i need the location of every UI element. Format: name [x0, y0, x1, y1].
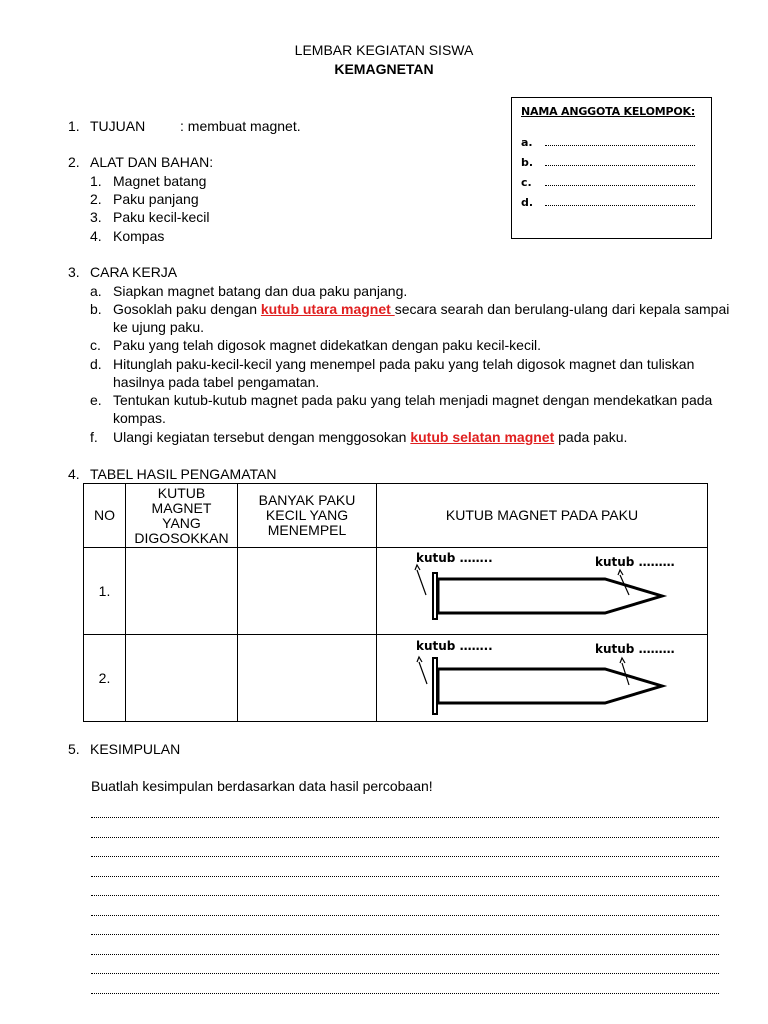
- member-row-c: c.: [521, 176, 695, 189]
- section-cara-kerja: 3. CARA KERJA: [68, 264, 178, 280]
- left-pole-label: kutub ……..: [416, 639, 493, 653]
- answer-line[interactable]: [91, 837, 719, 838]
- worksheet-title: LEMBAR KEGIATAN SISWA: [294, 42, 474, 58]
- section-alat-bahan: 2. ALAT DAN BAHAN:: [68, 154, 214, 170]
- right-pole-label: kutub ………: [595, 642, 675, 656]
- answer-line[interactable]: [91, 817, 719, 818]
- group-members-box: [511, 97, 712, 239]
- step-d: d. Hitunglah paku-kecil-kecil yang menempel pada paku yang telah digosok magnet dan tuliskan: [90, 356, 695, 372]
- answer-line[interactable]: [91, 993, 719, 994]
- step-f: f. Ulangi kegiatan tersebut dengan menggosokan kutub selatan magnet pada paku.: [90, 429, 628, 445]
- tujuan-label: TUJUAN: [90, 118, 146, 134]
- section-tabel: 4. TABEL HASIL PENGAMATAN: [68, 466, 277, 482]
- group-members-title: NAMA ANGGOTA KELOMPOK:: [521, 105, 696, 118]
- header-kutub-digosokkan: KUTUB MAGNET YANG DIGOSOKKAN: [126, 484, 238, 548]
- alat-bahan-title: ALAT DAN BAHAN:: [90, 154, 214, 170]
- kutub-digosokkan-cell[interactable]: [126, 635, 238, 722]
- right-pole-label: kutub ………: [595, 555, 675, 569]
- header-kutub-pada-paku: KUTUB MAGNET PADA PAKU: [377, 484, 708, 548]
- nail-diagram-cell: [377, 635, 708, 722]
- step-c: c. Paku yang telah digosok magnet didekatkan dengan paku kecil-kecil.: [90, 337, 542, 353]
- kutub-selatan-highlight: kutub selatan magnet: [410, 429, 555, 445]
- answer-line[interactable]: [91, 895, 719, 896]
- list-item: 1. Magnet batang: [90, 173, 207, 189]
- answer-line[interactable]: [91, 954, 719, 955]
- banyak-paku-cell[interactable]: [238, 548, 377, 635]
- step-d-cont: hasilnya pada tabel pengamatan.: [113, 374, 320, 390]
- table-row: [84, 635, 708, 722]
- table-header-row: [84, 484, 708, 548]
- section-tujuan: 1. TUJUAN : membuat magnet.: [68, 118, 301, 134]
- answer-line[interactable]: [91, 856, 719, 857]
- step-b-cont: ke ujung paku.: [113, 319, 205, 335]
- row-number: 1.: [84, 548, 126, 635]
- member-row-b: b.: [521, 156, 695, 169]
- header-no: NO: [84, 484, 126, 548]
- left-pole-label: kutub ……..: [416, 551, 493, 565]
- banyak-paku-cell[interactable]: [238, 635, 377, 722]
- table-row: [84, 548, 708, 635]
- step-b: b. Gosoklah paku dengan kutub utara magnet secara searah dan berulang-ulang dari kepala sampai: [90, 301, 730, 317]
- nail-diagram-cell: [377, 548, 708, 635]
- cara-kerja-title: CARA KERJA: [90, 264, 178, 280]
- kutub-digosokkan-cell[interactable]: [126, 548, 238, 635]
- answer-line[interactable]: [91, 934, 719, 935]
- observation-table: [83, 483, 708, 722]
- member-row-a: a.: [521, 136, 695, 149]
- answer-line[interactable]: [91, 876, 719, 877]
- member-row-d: d.: [521, 196, 695, 209]
- list-item: 4. Kompas: [90, 228, 165, 244]
- kutub-utara-highlight: kutub utara magnet: [260, 301, 395, 317]
- tujuan-text: : membuat magnet.: [180, 118, 301, 134]
- kesimpulan-instruction: Buatlah kesimpulan berdasarkan data hasil percobaan!: [91, 778, 433, 794]
- answer-line[interactable]: [91, 915, 719, 916]
- section-kesimpulan: 5. KESIMPULAN: [68, 741, 181, 757]
- list-item: 3. Paku kecil-kecil: [90, 209, 210, 225]
- tabel-title: TABEL HASIL PENGAMATAN: [90, 466, 277, 482]
- row-number: 2.: [84, 635, 126, 722]
- step-a: a. Siapkan magnet batang dan dua paku panjang.: [90, 283, 408, 299]
- member-blank-a[interactable]: [545, 136, 695, 146]
- list-item: 2. Paku panjang: [90, 191, 199, 207]
- kesimpulan-title: KESIMPULAN: [90, 741, 181, 757]
- member-blank-b[interactable]: [545, 156, 695, 166]
- member-blank-c[interactable]: [545, 176, 695, 186]
- header-banyak-paku: BANYAK PAKU KECIL YANG MENEMPEL: [238, 484, 377, 548]
- answer-line[interactable]: [91, 973, 719, 974]
- step-e: e. Tentukan kutub-kutub magnet pada paku yang telah menjadi magnet dengan mendekatkan pada: [90, 392, 713, 408]
- member-blank-d[interactable]: [545, 196, 695, 206]
- worksheet-subtitle: KEMAGNETAN: [334, 61, 434, 77]
- step-e-cont: kompas.: [113, 410, 166, 426]
